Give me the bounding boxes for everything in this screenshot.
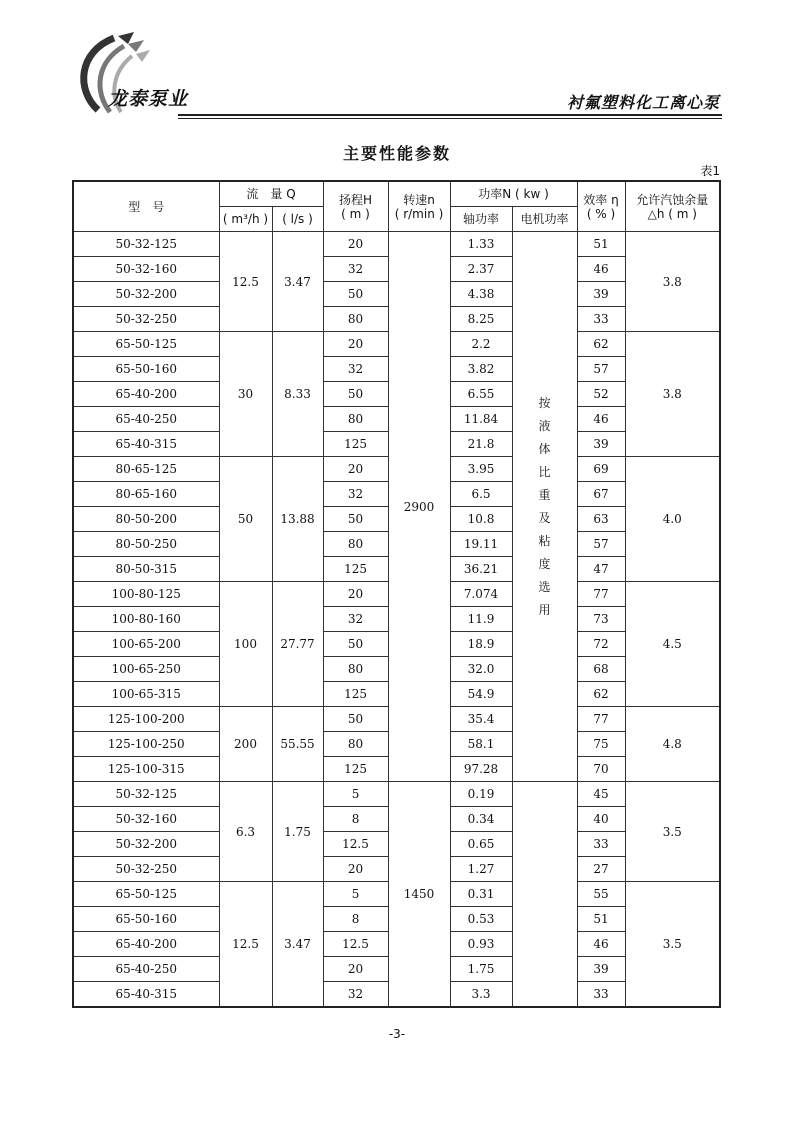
shaft-power-cell: 2.2 — [450, 332, 512, 357]
efficiency-cell: 75 — [577, 732, 625, 757]
shaft-power-cell: 8.25 — [450, 307, 512, 332]
head-cell: 20 — [323, 457, 388, 482]
col-flow-ls: ( l/s ) — [272, 207, 323, 232]
head-cell: 125 — [323, 557, 388, 582]
npsh-cell: 3.5 — [625, 782, 720, 882]
flow-ls-cell: 3.47 — [272, 882, 323, 1008]
efficiency-cell: 77 — [577, 707, 625, 732]
shaft-power-cell: 32.0 — [450, 657, 512, 682]
model-cell: 80-50-315 — [73, 557, 219, 582]
shaft-power-cell: 3.95 — [450, 457, 512, 482]
head-cell: 20 — [323, 582, 388, 607]
model-cell: 80-50-200 — [73, 507, 219, 532]
model-cell: 125-100-250 — [73, 732, 219, 757]
shaft-power-cell: 54.9 — [450, 682, 512, 707]
motor-power-note-char: 用 — [538, 602, 551, 617]
head-cell: 5 — [323, 782, 388, 807]
head-cell: 12.5 — [323, 832, 388, 857]
model-cell: 80-65-160 — [73, 482, 219, 507]
model-cell: 50-32-200 — [73, 282, 219, 307]
flow-m3h-cell: 12.5 — [219, 232, 272, 332]
efficiency-cell: 40 — [577, 807, 625, 832]
efficiency-cell: 33 — [577, 982, 625, 1008]
motor-power-note-char: 体 — [538, 441, 551, 456]
col-head-label: 扬程H — [339, 192, 373, 207]
model-cell: 50-32-125 — [73, 782, 219, 807]
head-cell: 20 — [323, 332, 388, 357]
efficiency-cell: 55 — [577, 882, 625, 907]
model-cell: 65-50-125 — [73, 332, 219, 357]
efficiency-cell: 57 — [577, 532, 625, 557]
head-cell: 50 — [323, 707, 388, 732]
flow-m3h-cell: 6.3 — [219, 782, 272, 882]
efficiency-cell: 62 — [577, 682, 625, 707]
efficiency-cell: 70 — [577, 757, 625, 782]
model-cell: 50-32-250 — [73, 857, 219, 882]
brand-name: 龙泰泵业 — [108, 88, 189, 110]
model-cell: 50-32-200 — [73, 832, 219, 857]
head-cell: 80 — [323, 657, 388, 682]
shaft-power-cell: 3.82 — [450, 357, 512, 382]
efficiency-cell: 72 — [577, 632, 625, 657]
npsh-cell: 4.5 — [625, 582, 720, 707]
flow-m3h-cell: 100 — [219, 582, 272, 707]
col-efficiency-unit: ( % ) — [586, 206, 616, 221]
shaft-power-cell: 0.93 — [450, 932, 512, 957]
model-cell: 100-80-125 — [73, 582, 219, 607]
model-cell: 65-40-315 — [73, 432, 219, 457]
head-cell: 5 — [323, 882, 388, 907]
model-cell: 65-50-160 — [73, 357, 219, 382]
col-speed — [388, 181, 450, 232]
motor-power-note — [512, 232, 577, 782]
efficiency-cell: 63 — [577, 507, 625, 532]
motor-power-note-char: 选 — [538, 579, 551, 594]
speed-cell: 2900 — [388, 232, 450, 782]
product-title: 衬氟塑料化工离心泵 — [566, 93, 720, 112]
motor-power-note-char: 按 — [538, 395, 551, 410]
head-cell: 8 — [323, 807, 388, 832]
npsh-cell: 3.8 — [625, 332, 720, 457]
flow-ls-cell: 1.75 — [272, 782, 323, 882]
efficiency-cell: 62 — [577, 332, 625, 357]
shaft-power-cell: 35.4 — [450, 707, 512, 732]
efficiency-cell: 46 — [577, 257, 625, 282]
efficiency-cell: 69 — [577, 457, 625, 482]
flow-ls-cell: 27.77 — [272, 582, 323, 707]
motor-power-cell — [512, 782, 577, 1008]
shaft-power-cell: 0.19 — [450, 782, 512, 807]
flow-m3h-cell: 50 — [219, 457, 272, 582]
flow-ls-cell: 8.33 — [272, 332, 323, 457]
col-npsh-unit: △h ( m ) — [647, 206, 697, 221]
shaft-power-cell: 7.074 — [450, 582, 512, 607]
model-cell: 100-65-315 — [73, 682, 219, 707]
model-cell: 65-50-160 — [73, 907, 219, 932]
flow-ls-cell: 3.47 — [272, 232, 323, 332]
head-cell: 80 — [323, 732, 388, 757]
npsh-cell: 3.5 — [625, 882, 720, 1008]
head-cell: 80 — [323, 407, 388, 432]
page-header — [0, 0, 794, 125]
col-flow-m3h: ( m³/h ) — [219, 207, 272, 232]
shaft-power-cell: 36.21 — [450, 557, 512, 582]
shaft-power-cell: 0.53 — [450, 907, 512, 932]
header-rule-thin — [178, 118, 722, 119]
motor-power-note-char: 粘 — [538, 533, 551, 548]
shaft-power-cell: 6.5 — [450, 482, 512, 507]
shaft-power-cell: 58.1 — [450, 732, 512, 757]
col-npsh — [625, 181, 720, 232]
col-power: 功率N ( kw ) — [450, 181, 577, 207]
model-cell: 125-100-200 — [73, 707, 219, 732]
table-row — [73, 782, 720, 807]
head-cell: 50 — [323, 382, 388, 407]
col-flow: 流 量 Q — [219, 181, 323, 207]
head-cell: 125 — [323, 432, 388, 457]
shaft-power-cell: 19.11 — [450, 532, 512, 557]
efficiency-cell: 33 — [577, 832, 625, 857]
head-cell: 50 — [323, 507, 388, 532]
efficiency-cell: 67 — [577, 482, 625, 507]
head-cell: 32 — [323, 982, 388, 1008]
efficiency-cell: 45 — [577, 782, 625, 807]
model-cell: 65-40-200 — [73, 382, 219, 407]
shaft-power-cell: 4.38 — [450, 282, 512, 307]
motor-power-note-char: 液 — [538, 418, 551, 433]
flow-m3h-cell: 200 — [219, 707, 272, 782]
table-number: 表1 — [700, 164, 720, 178]
col-efficiency-label: 效率 η — [583, 192, 619, 207]
col-head-unit: ( m ) — [341, 206, 370, 221]
head-cell: 32 — [323, 482, 388, 507]
shaft-power-cell: 97.28 — [450, 757, 512, 782]
model-cell: 65-50-125 — [73, 882, 219, 907]
model-cell: 80-65-125 — [73, 457, 219, 482]
npsh-cell: 3.8 — [625, 232, 720, 332]
motor-power-note-char: 重 — [538, 487, 551, 502]
shaft-power-cell: 2.37 — [450, 257, 512, 282]
table-body — [73, 232, 720, 1008]
efficiency-cell: 39 — [577, 432, 625, 457]
col-head — [323, 181, 388, 232]
shaft-power-cell: 0.31 — [450, 882, 512, 907]
head-cell: 125 — [323, 757, 388, 782]
shaft-power-cell: 21.8 — [450, 432, 512, 457]
efficiency-cell: 77 — [577, 582, 625, 607]
motor-power-note-char: 比 — [538, 464, 551, 479]
head-cell: 125 — [323, 682, 388, 707]
head-cell: 8 — [323, 907, 388, 932]
model-cell: 65-40-315 — [73, 982, 219, 1008]
efficiency-cell: 47 — [577, 557, 625, 582]
head-cell: 20 — [323, 857, 388, 882]
npsh-cell: 4.0 — [625, 457, 720, 582]
model-cell: 65-40-200 — [73, 932, 219, 957]
col-model: 型 号 — [73, 181, 219, 232]
efficiency-cell: 51 — [577, 232, 625, 257]
performance-table — [72, 180, 721, 1008]
col-motor-power: 电机功率 — [512, 207, 577, 232]
head-cell: 20 — [323, 232, 388, 257]
efficiency-cell: 39 — [577, 282, 625, 307]
shaft-power-cell: 1.33 — [450, 232, 512, 257]
head-cell: 32 — [323, 357, 388, 382]
efficiency-cell: 51 — [577, 907, 625, 932]
col-npsh-label: 允许汽蚀余量 — [636, 192, 709, 207]
col-speed-label: 转速n — [403, 192, 435, 207]
flow-m3h-cell: 12.5 — [219, 882, 272, 1008]
flow-m3h-cell: 30 — [219, 332, 272, 457]
efficiency-cell: 39 — [577, 957, 625, 982]
model-cell: 65-40-250 — [73, 957, 219, 982]
page-number: -3- — [388, 1027, 406, 1041]
head-cell: 12.5 — [323, 932, 388, 957]
head-cell: 80 — [323, 307, 388, 332]
efficiency-cell: 27 — [577, 857, 625, 882]
flow-ls-cell: 55.55 — [272, 707, 323, 782]
model-cell: 100-80-160 — [73, 607, 219, 632]
efficiency-cell: 46 — [577, 932, 625, 957]
model-cell: 80-50-250 — [73, 532, 219, 557]
head-cell: 32 — [323, 257, 388, 282]
speed-cell: 1450 — [388, 782, 450, 1008]
head-cell: 20 — [323, 957, 388, 982]
efficiency-cell: 46 — [577, 407, 625, 432]
shaft-power-cell: 3.3 — [450, 982, 512, 1008]
model-cell: 100-65-250 — [73, 657, 219, 682]
shaft-power-cell: 10.8 — [450, 507, 512, 532]
efficiency-cell: 68 — [577, 657, 625, 682]
model-cell: 125-100-315 — [73, 757, 219, 782]
shaft-power-cell: 1.27 — [450, 857, 512, 882]
col-speed-unit: ( r/min ) — [394, 206, 444, 221]
page-title: 主要性能参数 — [342, 144, 451, 163]
model-cell: 50-32-160 — [73, 257, 219, 282]
model-cell: 50-32-160 — [73, 807, 219, 832]
motor-power-note-char: 及 — [538, 510, 551, 525]
model-cell: 65-40-250 — [73, 407, 219, 432]
head-cell: 80 — [323, 532, 388, 557]
shaft-power-cell: 11.84 — [450, 407, 512, 432]
efficiency-cell: 57 — [577, 357, 625, 382]
table-row — [73, 232, 720, 257]
efficiency-cell: 52 — [577, 382, 625, 407]
col-efficiency — [577, 181, 625, 232]
shaft-power-cell: 1.75 — [450, 957, 512, 982]
flow-ls-cell: 13.88 — [272, 457, 323, 582]
head-cell: 50 — [323, 632, 388, 657]
head-cell: 32 — [323, 607, 388, 632]
shaft-power-cell: 11.9 — [450, 607, 512, 632]
head-cell: 50 — [323, 282, 388, 307]
efficiency-cell: 33 — [577, 307, 625, 332]
model-cell: 50-32-250 — [73, 307, 219, 332]
col-shaft-power: 轴功率 — [450, 207, 512, 232]
shaft-power-cell: 0.65 — [450, 832, 512, 857]
model-cell: 100-65-200 — [73, 632, 219, 657]
shaft-power-cell: 6.55 — [450, 382, 512, 407]
efficiency-cell: 73 — [577, 607, 625, 632]
header-rule — [178, 114, 722, 116]
motor-power-note-char: 度 — [538, 556, 551, 571]
shaft-power-cell: 18.9 — [450, 632, 512, 657]
model-cell: 50-32-125 — [73, 232, 219, 257]
npsh-cell: 4.8 — [625, 707, 720, 782]
shaft-power-cell: 0.34 — [450, 807, 512, 832]
